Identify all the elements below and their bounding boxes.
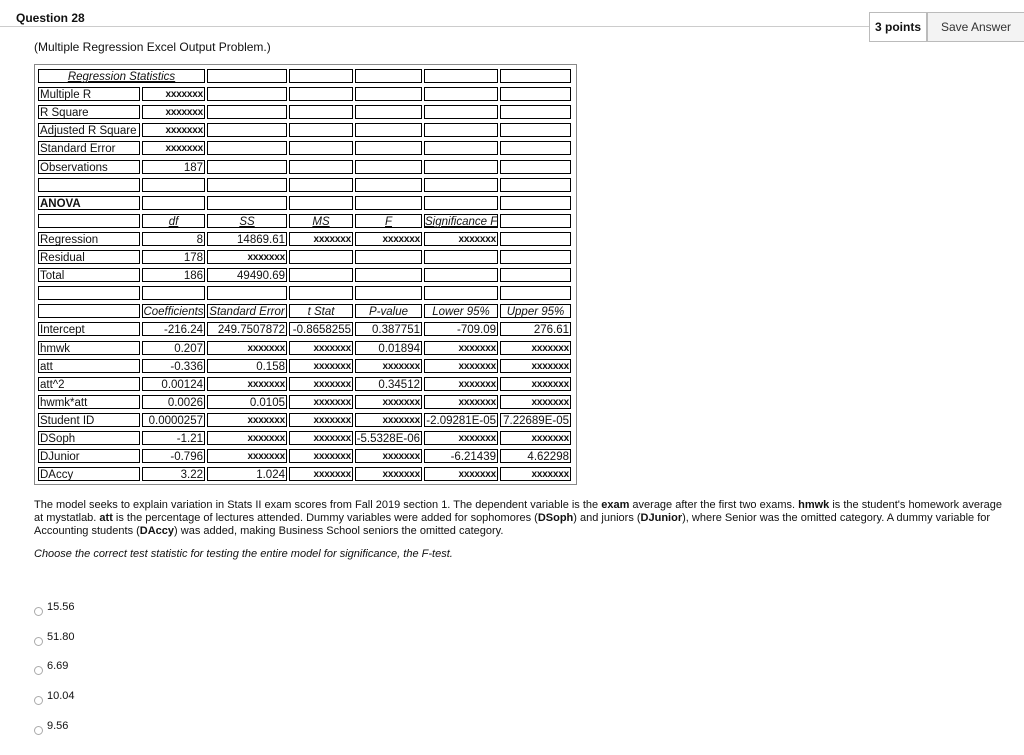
variable-label: att^2 [38, 377, 140, 391]
sheet-cell [38, 304, 140, 318]
stat-value: xxxxxxx [142, 105, 205, 119]
anova-ms: xxxxxxx [289, 232, 353, 246]
lower-95-value: xxxxxxx [424, 341, 498, 355]
upper-95-value: xxxxxxx [500, 395, 571, 409]
sheet-cell [207, 178, 287, 192]
sheet-cell [289, 160, 353, 174]
p-value: -5.5328E-06 [356, 433, 420, 445]
anova-ms [289, 268, 353, 282]
coefficient-value: -0.336 [142, 359, 205, 373]
answer-option-label: 9.56 [47, 720, 69, 732]
radio-button[interactable] [34, 696, 43, 705]
standard-error-value: xxxxxxx [207, 413, 287, 427]
sheet-cell [207, 141, 287, 155]
coefficient-value: 0.0026 [142, 395, 205, 409]
upper-95-value: xxxxxxx [500, 341, 571, 355]
sheet-cell [289, 196, 353, 210]
sheet-cell [355, 286, 422, 300]
coefficient-value: 3.22 [142, 467, 205, 481]
anova-header: df [142, 214, 205, 228]
sheet-cell [355, 141, 422, 155]
upper-95-value: xxxxxxx [500, 377, 571, 391]
sheet-cell [500, 123, 571, 137]
t-stat-value: xxxxxxx [289, 431, 353, 445]
variable-label: hwmk*att [38, 395, 140, 409]
upper-95-value: xxxxxxx [500, 359, 571, 373]
stat-label: Standard Error [38, 141, 140, 155]
p-value: 0.387751 [355, 322, 422, 336]
sheet-cell [500, 141, 571, 155]
sheet-cell [500, 214, 571, 228]
coefficient-header: Standard Error [207, 304, 287, 318]
sheet-cell [424, 69, 498, 83]
anova-df: 8 [142, 232, 205, 246]
coefficient-value: 0.0000257 [142, 413, 205, 427]
anova-significance-f: xxxxxxx [424, 232, 498, 246]
sheet-cell [355, 160, 422, 174]
sheet-cell [424, 160, 498, 174]
stat-value: xxxxxxx [142, 87, 205, 101]
t-stat-value: xxxxxxx [289, 377, 353, 391]
sheet-cell [500, 232, 571, 246]
stat-label: Adjusted R Square [38, 123, 140, 137]
upper-95-value: xxxxxxx [500, 431, 571, 445]
anova-df: 186 [142, 268, 205, 282]
upper-95-value: xxxxxxx [500, 467, 571, 481]
standard-error-value: 249.7507872 [207, 322, 287, 336]
sheet-cell [207, 87, 287, 101]
header-divider [0, 26, 872, 27]
regression-statistics-header: Regression Statistics [38, 69, 205, 83]
problem-description: The model seeks to explain variation in Stats II exam scores from Fall 2019 section 1. The dependent variable is the exam average after the first two exams. hmwk is the student's homework average at mystatlab. att is the percentage of lectures attended. Dummy variables were added for sophomores (DSoph) and juniors (DJunior), where Senior was the omitted category. A dummy variable for Accounting students (DAccy) was added, making Business School seniors the omitted category. [34, 499, 1002, 537]
anova-ss: xxxxxxx [207, 250, 287, 264]
standard-error-value: 0.0105 [207, 395, 287, 409]
variable-label: DJunior [38, 449, 140, 463]
regression-output-image [34, 64, 577, 485]
stat-value: xxxxxxx [142, 141, 205, 155]
answer-option-label: 15.56 [47, 601, 75, 613]
anova-title: ANOVA [38, 196, 140, 210]
anova-label: Total [38, 268, 140, 282]
sheet-cell [424, 286, 498, 300]
sheet-cell [424, 87, 498, 101]
lower-95-value: xxxxxxx [424, 359, 498, 373]
standard-error-value: xxxxxxx [207, 431, 287, 445]
coefficient-header: t Stat [289, 304, 353, 318]
coefficient-value: -1.21 [142, 431, 205, 445]
coefficient-header: Upper 95% [500, 304, 571, 318]
t-stat-value: xxxxxxx [289, 467, 353, 481]
sheet-cell [38, 178, 140, 192]
anova-significance-f [424, 268, 498, 282]
stat-value: xxxxxxx [142, 123, 205, 137]
coefficient-header: P-value [355, 304, 422, 318]
p-value: xxxxxxx [355, 413, 422, 427]
variable-label: DAccy [38, 467, 140, 481]
answer-option-label: 10.04 [47, 690, 75, 702]
lower-95-value: xxxxxxx [424, 431, 498, 445]
variable-label: hmwk [38, 341, 140, 355]
sheet-cell [355, 196, 422, 210]
p-value: 0.01894 [355, 341, 422, 355]
sheet-cell [289, 286, 353, 300]
sheet-cell [289, 178, 353, 192]
sheet-cell [500, 178, 571, 192]
t-stat-value: -0.8658255 [289, 322, 353, 336]
anova-header: SS [207, 214, 287, 228]
sheet-cell [424, 178, 498, 192]
anova-ss: 49490.69 [207, 268, 287, 282]
sheet-cell [424, 123, 498, 137]
radio-button[interactable] [34, 637, 43, 646]
answer-option-label: 51.80 [47, 631, 75, 643]
anova-header: F [355, 214, 422, 228]
sheet-cell [500, 105, 571, 119]
standard-error-value: xxxxxxx [207, 341, 287, 355]
sheet-cell [355, 123, 422, 137]
lower-95-value: xxxxxxx [424, 467, 498, 481]
t-stat-value: xxxxxxx [289, 395, 353, 409]
sheet-cell [355, 178, 422, 192]
variable-label: Student ID [38, 413, 140, 427]
sheet-cell [424, 105, 498, 119]
sheet-cell [500, 87, 571, 101]
anova-f [355, 268, 422, 282]
sheet-cell [207, 105, 287, 119]
radio-button[interactable] [34, 666, 43, 675]
anova-ms [289, 250, 353, 264]
sheet-cell [207, 286, 287, 300]
sheet-cell [289, 105, 353, 119]
sheet-cell [289, 141, 353, 155]
sheet-cell [424, 196, 498, 210]
stat-label: Observations [38, 160, 140, 174]
anova-label: Regression [38, 232, 140, 246]
question-title: Question 28 [16, 11, 85, 25]
anova-ss: 14869.61 [207, 232, 287, 246]
t-stat-value: xxxxxxx [289, 413, 353, 427]
stat-label: R Square [38, 105, 140, 119]
variable-label: Intercept [38, 322, 140, 336]
t-stat-value: xxxxxxx [289, 341, 353, 355]
radio-button[interactable] [34, 607, 43, 616]
stat-label: Multiple R [38, 87, 140, 101]
p-value: xxxxxxx [355, 449, 422, 463]
coefficient-header: Lower 95% [424, 304, 498, 318]
sheet-cell [500, 268, 571, 282]
lower-95-value: -709.09 [424, 322, 498, 336]
p-value: 0.34512 [355, 377, 422, 391]
lower-95-value: xxxxxxx [424, 395, 498, 409]
lower-95-value: -6.21439 [424, 449, 498, 463]
t-stat-value: xxxxxxx [289, 449, 353, 463]
answer-option-label: 6.69 [47, 660, 69, 672]
sheet-cell [207, 196, 287, 210]
anova-header: Significance F [425, 216, 498, 228]
upper-95-value: 4.62298 [500, 449, 571, 463]
problem-title: (Multiple Regression Excel Output Problem.) [34, 40, 271, 54]
sheet-cell [207, 123, 287, 137]
upper-95-value: 276.61 [500, 322, 571, 336]
points-badge: 3 points [869, 12, 927, 42]
lower-95-value: xxxxxxx [424, 377, 498, 391]
sheet-cell [289, 87, 353, 101]
standard-error-value: 1.024 [207, 467, 287, 481]
coefficient-value: 0.207 [142, 341, 205, 355]
coefficient-value: -216.24 [142, 322, 205, 336]
upper-95-value: 7.22689E-05 [500, 413, 571, 427]
anova-label: Residual [38, 250, 140, 264]
sheet-cell [38, 214, 140, 228]
sheet-cell [207, 69, 287, 83]
sheet-cell [142, 178, 205, 192]
save-answer-button[interactable]: Save Answer [927, 12, 1024, 42]
question-instruction: Choose the correct test statistic for testing the entire model for significance, the F-test. [34, 548, 453, 560]
lower-95-value: -2.09281E-05 [424, 413, 498, 427]
coefficient-value: -0.796 [142, 449, 205, 463]
sheet-cell [500, 69, 571, 83]
sheet-cell [355, 105, 422, 119]
sheet-cell [355, 87, 422, 101]
standard-error-value: xxxxxxx [207, 377, 287, 391]
p-value: xxxxxxx [355, 359, 422, 373]
variable-label: DSoph [38, 431, 140, 445]
sheet-cell [142, 196, 205, 210]
sheet-cell [289, 69, 353, 83]
sheet-cell [424, 141, 498, 155]
anova-f: xxxxxxx [355, 232, 422, 246]
p-value: xxxxxxx [355, 467, 422, 481]
sheet-cell [207, 160, 287, 174]
standard-error-value: xxxxxxx [207, 449, 287, 463]
coefficient-value: 0.00124 [142, 377, 205, 391]
sheet-cell [500, 250, 571, 264]
sheet-cell [38, 286, 140, 300]
anova-header: MS [289, 214, 353, 228]
sheet-cell [500, 286, 571, 300]
stat-value: 187 [142, 160, 205, 174]
t-stat-value: xxxxxxx [289, 359, 353, 373]
standard-error-value: 0.158 [207, 359, 287, 373]
sheet-cell [142, 286, 205, 300]
p-value: xxxxxxx [355, 395, 422, 409]
anova-df: 178 [142, 250, 205, 264]
variable-label: att [38, 359, 140, 373]
sheet-cell [289, 123, 353, 137]
sheet-cell [500, 196, 571, 210]
coefficient-header: Coefficients [143, 306, 204, 318]
anova-significance-f [424, 250, 498, 264]
anova-f [355, 250, 422, 264]
sheet-cell [500, 160, 571, 174]
sheet-cell [355, 69, 422, 83]
radio-button[interactable] [34, 726, 43, 735]
